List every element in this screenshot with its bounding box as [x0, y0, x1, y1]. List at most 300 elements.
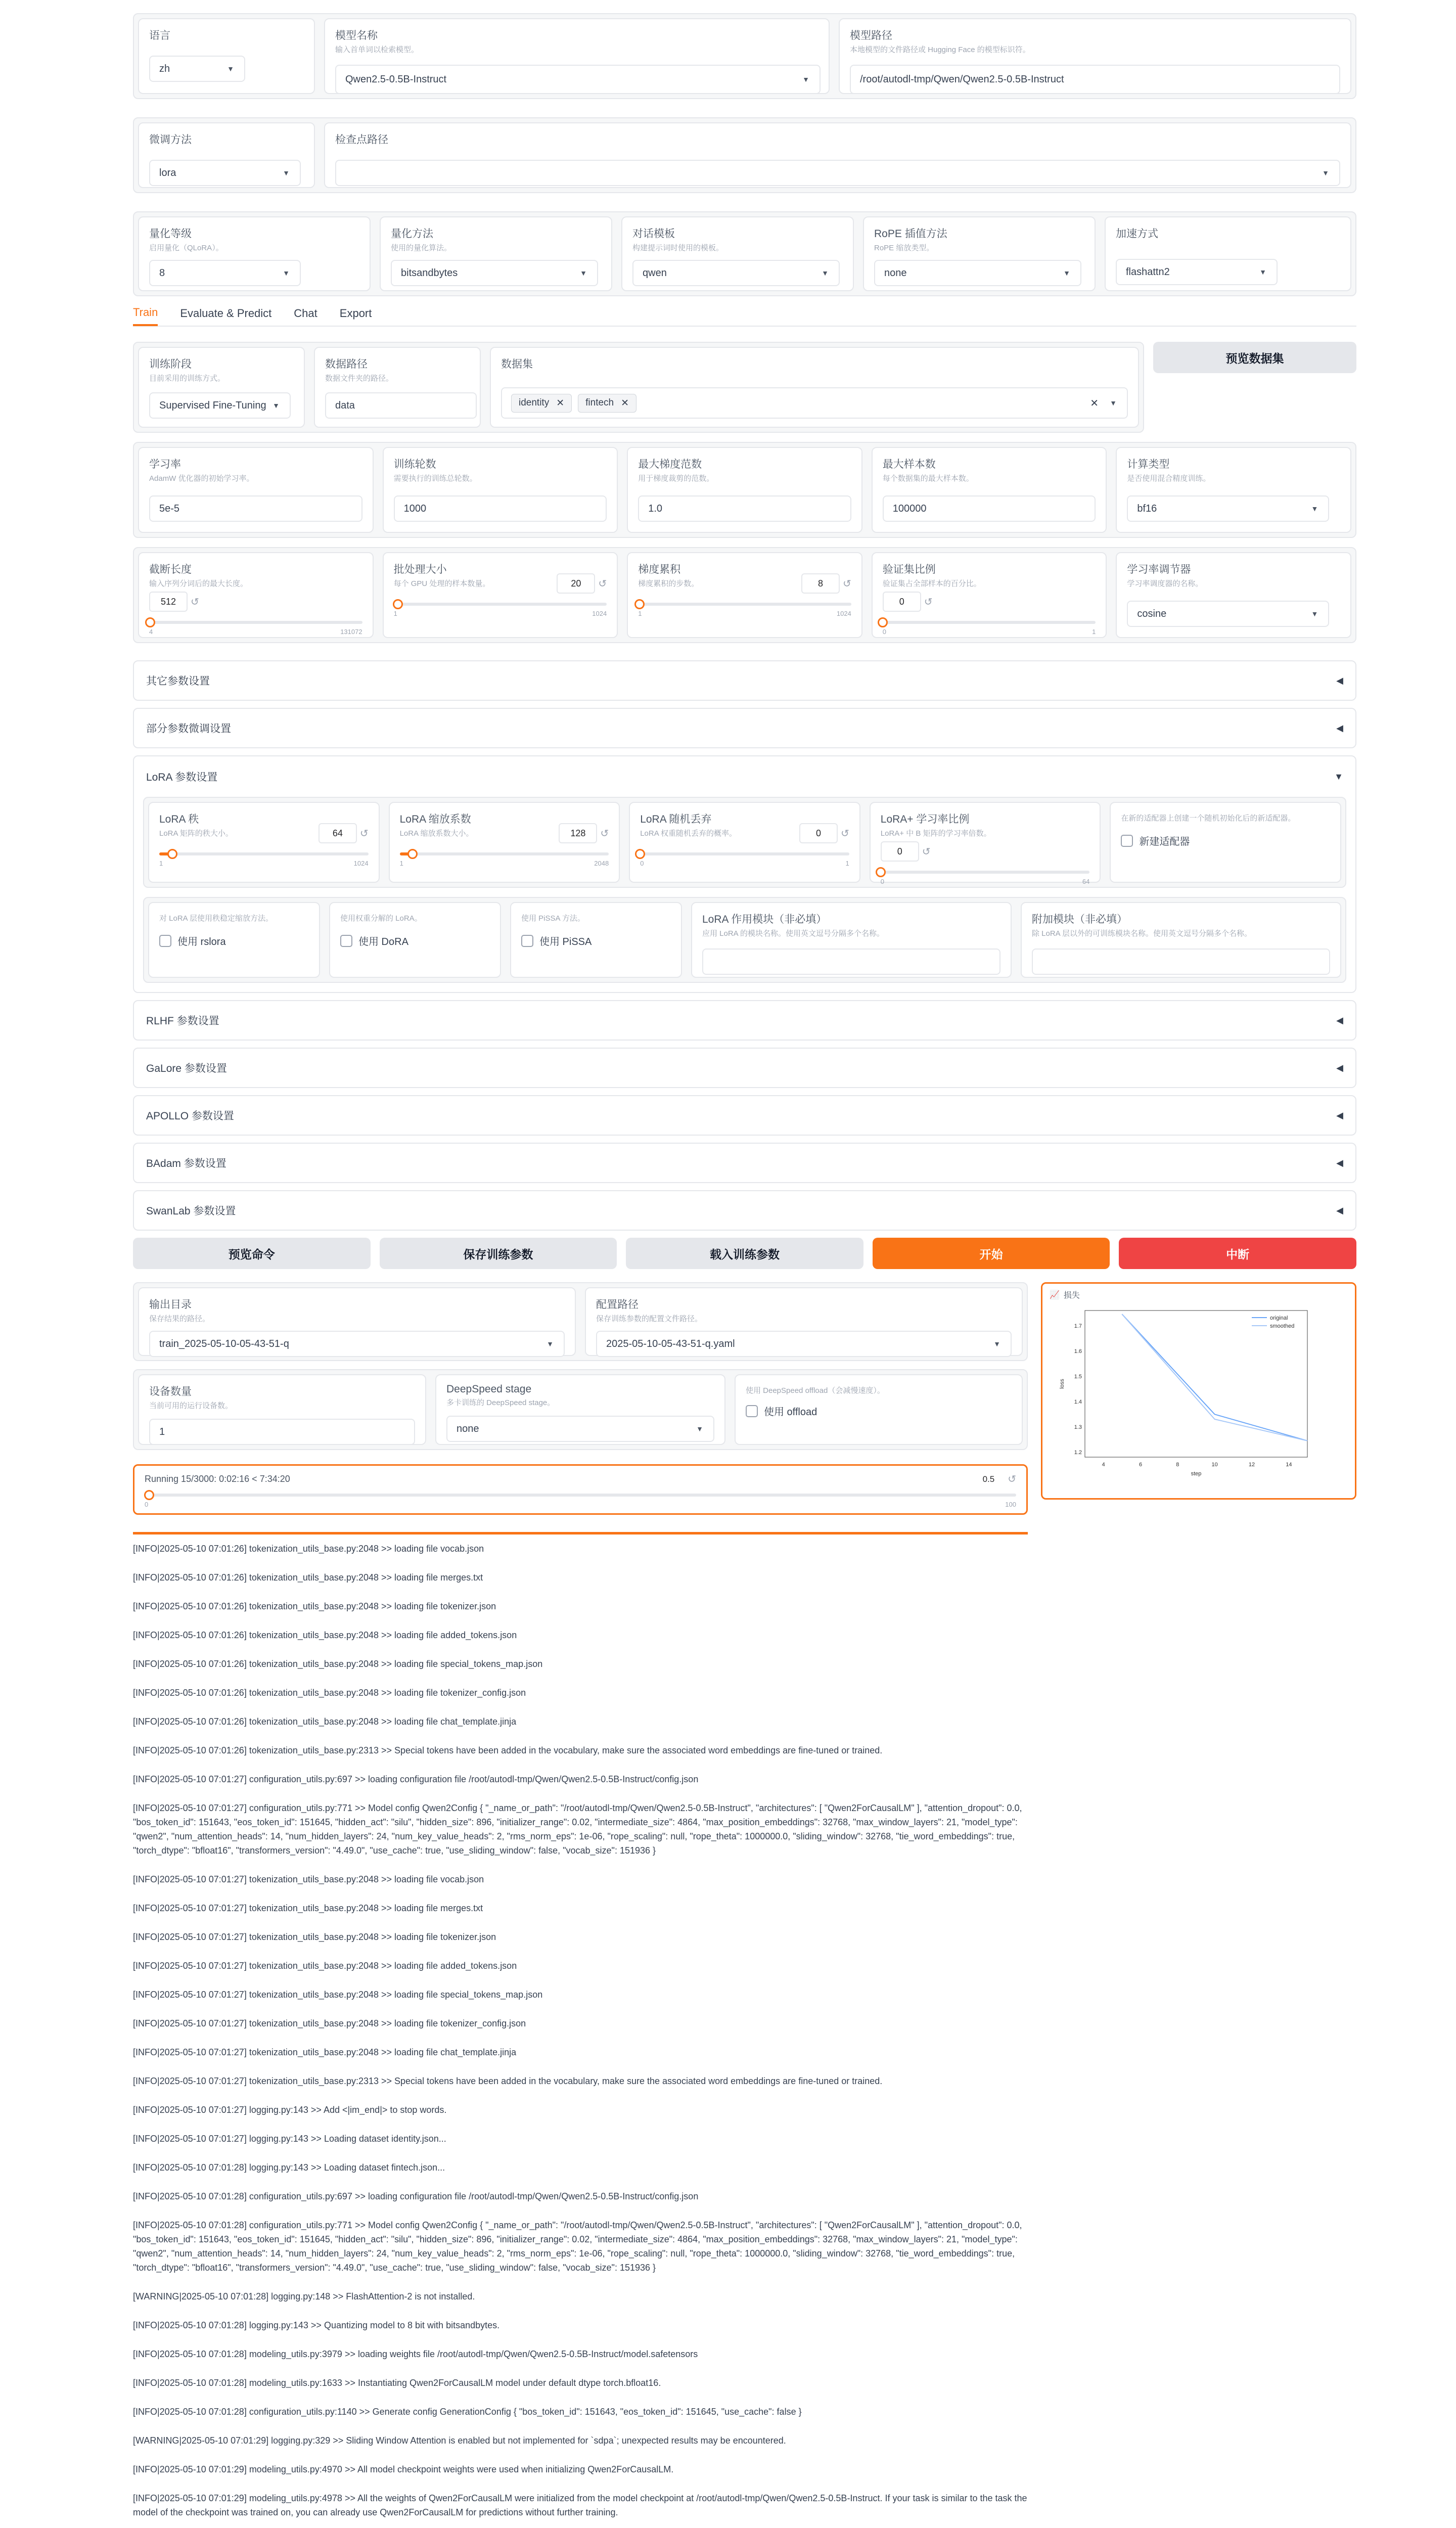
checkpoint-block — [324, 122, 1351, 188]
cutoff-min: 4 — [149, 628, 153, 636]
log-line: [INFO|2025-05-10 07:01:26] tokenization_utils_base.py:2313 >> Special tokens have been added in the vocabulary, make sure the associated word embeddings are fine-tuned or trained. — [133, 1745, 883, 1755]
lora-plus-min: 0 — [880, 878, 885, 885]
finetune-select[interactable] — [149, 160, 301, 186]
chevron-left-icon: ◀ — [1336, 1110, 1343, 1120]
lr-input[interactable] — [149, 495, 362, 522]
log-line: [INFO|2025-05-10 07:01:26] tokenization_utils_base.py:2048 >> loading file tokenizer.json — [133, 1601, 496, 1611]
series-line-smoothed — [1122, 1314, 1307, 1440]
grad-acc-number[interactable]: 8 — [801, 573, 840, 594]
lora-row-2 — [143, 897, 1346, 983]
reset-icon[interactable]: ↺ — [359, 828, 369, 839]
chevron-down-icon: ▼ — [580, 269, 587, 277]
rope-select[interactable] — [874, 260, 1081, 286]
compute-info: 是否使用混合精度训练。 — [1127, 474, 1211, 483]
max-samples-block — [872, 447, 1107, 533]
x-tick-label: 10 — [1211, 1462, 1218, 1468]
output-dirs — [133, 1282, 1028, 1361]
reset-icon[interactable]: ↺ — [843, 578, 851, 590]
y-tick-label: 1.5 — [1074, 1374, 1082, 1380]
lora-target-label: LoRA 作用模块（非必填） — [702, 914, 827, 925]
compute-value: bf16 — [1137, 503, 1157, 514]
quant-method-label: 量化方法 — [391, 228, 433, 240]
log-line: [INFO|2025-05-10 07:01:27] tokenization_utils_base.py:2048 >> loading file special_tokens_map.json — [133, 1990, 543, 2000]
log-line: [INFO|2025-05-10 07:01:26] tokenization_utils_base.py:2048 >> loading file merges.txt — [133, 1572, 483, 1583]
output-dir-value: train_2025-05-10-05-43-51-q — [159, 1338, 289, 1349]
lora-alpha-min: 1 — [399, 860, 403, 867]
lora-row-1 — [143, 797, 1346, 888]
pissa-block — [510, 902, 682, 978]
lora-target-input[interactable] — [702, 949, 1000, 975]
progress-value: 0.5 — [982, 1474, 995, 1484]
output-row — [133, 1282, 1356, 1534]
val-min: 0 — [882, 628, 887, 636]
ds-stage-select[interactable] — [446, 1416, 714, 1442]
accordion-galore[interactable] — [133, 1048, 1356, 1088]
model-name-label: 模型名称 — [335, 30, 378, 41]
checkpoint-select[interactable] — [335, 160, 1340, 186]
log-line: [INFO|2025-05-10 07:01:26] tokenization_utils_base.py:2048 >> loading file added_tokens.json — [133, 1630, 517, 1640]
lora-dropout-number[interactable]: 0 — [799, 823, 838, 843]
y-tick-label: 1.6 — [1074, 1348, 1082, 1355]
create-adapter-info: 在新的适配器上创建一个随机初始化后的新适配器。 — [1121, 814, 1296, 823]
extra-modules-info: 除 LoRA 层以外的可训练模块名称。使用英文逗号分隔多个名称。 — [1032, 929, 1252, 938]
model-path-block — [839, 18, 1351, 94]
booster-label: 加速方式 — [1116, 228, 1158, 240]
accordion-badam[interactable] — [133, 1143, 1356, 1183]
quant-bit-info: 启用量化（QLoRA）。 — [149, 244, 223, 252]
log-line: [INFO|2025-05-10 07:01:29] modeling_utils.py:4978 >> All the weights of Qwen2ForCausalLM were initialized from the model checkpoint at /root/autodl-tmp/Qwen/Qwen2.5-0.5B-Instruct. If your task is similar to the task the model of the checkpoint was trained on, you can already use Qwen2ForCausalLM for predictions without further training. — [133, 2493, 1030, 2517]
accordion-rlhf[interactable] — [133, 1000, 1356, 1041]
rslora-checkbox[interactable] — [159, 933, 226, 948]
config-path-label: 配置路径 — [596, 1299, 639, 1311]
progress-text: Running 15/3000: 0:02:16 < 7:34:20 — [145, 1474, 290, 1484]
extra-modules-block — [1021, 902, 1341, 978]
stage-info: 目前采用的训练方式。 — [149, 374, 225, 383]
reset-icon[interactable]: ↺ — [598, 578, 607, 590]
chart-icon: 📈 — [1050, 1290, 1060, 1299]
accordion-swanlab[interactable] — [133, 1190, 1356, 1231]
log-line: [INFO|2025-05-10 07:01:26] tokenization_utils_base.py:2048 >> loading file chat_template.jinja — [133, 1717, 517, 1727]
devices-value: 1 — [159, 1426, 165, 1437]
finetune-row — [133, 117, 1356, 193]
reset-icon[interactable]: ↺ — [1008, 1474, 1016, 1485]
lora-plus-block — [870, 802, 1101, 883]
grad-norm-input[interactable] — [638, 495, 851, 522]
rslora-info: 对 LoRA 层使用秩稳定缩放方法。 — [159, 914, 274, 923]
chevron-down-icon: ▼ — [802, 75, 809, 83]
lang-select[interactable] — [149, 56, 245, 82]
batch-block — [383, 552, 618, 638]
epochs-value: 1000 — [403, 503, 427, 514]
lr-block — [138, 447, 374, 533]
progress-max: 100 — [1005, 1501, 1016, 1508]
log-line: [INFO|2025-05-10 07:01:27] tokenization_utils_base.py:2313 >> Special tokens have been added in the vocabulary, make sure the associated word embeddings are fine-tuned or trained. — [133, 2076, 883, 2086]
config-path-info: 保存训练参数的配置文件路径。 — [596, 1315, 703, 1323]
rope-block — [863, 216, 1096, 291]
slider-row — [133, 547, 1356, 643]
x-tick-label: 12 — [1248, 1462, 1255, 1468]
batch-slider[interactable] — [394, 603, 607, 606]
reset-icon[interactable]: ↺ — [841, 828, 849, 839]
tab-export[interactable]: Export — [339, 307, 372, 320]
sched-select[interactable] — [1127, 601, 1329, 627]
dataset-dir-label: 数据路径 — [325, 358, 368, 370]
compute-label: 计算类型 — [1127, 459, 1170, 470]
chevron-down-icon: ▼ — [1063, 269, 1070, 277]
chevron-down-icon: ▼ — [272, 401, 280, 410]
lora-plus-max: 64 — [1082, 878, 1090, 885]
lora-target-info: 应用 LoRA 的模块名称。使用英文逗号分隔多个名称。 — [702, 929, 885, 938]
dataset-dir-value: data — [335, 399, 355, 411]
rslora-label: 使用 rslora — [177, 936, 226, 947]
pissa-info: 使用 PiSSA 方法。 — [521, 914, 585, 923]
dora-label: 使用 DoRA — [358, 936, 408, 947]
log-line: [INFO|2025-05-10 07:01:28] configuration_utils.py:1140 >> Generate config GenerationConfig { "bos_token_id": 151643, "eos_token_id": 151645, "use_cache": false } — [133, 2407, 802, 2417]
log-line: [INFO|2025-05-10 07:01:27] tokenization_utils_base.py:2048 >> loading file vocab.json — [133, 1874, 484, 1884]
model-path-input[interactable] — [850, 65, 1340, 94]
log-output — [133, 1542, 1028, 2528]
lora-plus-label: LoRA+ 学习率比例 — [880, 814, 970, 825]
config-path-value: 2025-05-10-05-43-51-q.yaml — [606, 1338, 735, 1349]
cutoff-slider[interactable] — [149, 621, 362, 624]
dataset-tag — [578, 394, 636, 413]
y-tick-label: 1.2 — [1074, 1450, 1082, 1456]
log-line: [INFO|2025-05-10 07:01:27] tokenization_utils_base.py:2048 >> loading file added_tokens.json — [133, 1961, 517, 1971]
checkbox-icon — [746, 1405, 758, 1417]
config-path-block — [585, 1287, 1023, 1356]
load-args-button[interactable]: 载入训练参数 — [626, 1238, 863, 1269]
hyper-row — [133, 442, 1356, 538]
grad-acc-min: 1 — [638, 610, 642, 617]
max-samples-input[interactable] — [883, 495, 1096, 522]
devices-info: 当前可用的运行设备数。 — [149, 1402, 233, 1410]
chevron-down-icon: ▼ — [283, 169, 290, 177]
chevron-down-icon: ▼ — [993, 1340, 1000, 1348]
dora-checkbox[interactable] — [340, 933, 408, 948]
log-line: [INFO|2025-05-10 07:01:27] logging.py:143 >> Add <|im_end|> to stop words. — [133, 2105, 447, 2115]
model-name-info: 输入首单词以检索模型。 — [335, 46, 419, 54]
stage-value: Supervised Fine-Tuning — [159, 399, 266, 411]
save-args-button[interactable]: 保存训练参数 — [380, 1238, 617, 1269]
accordion-apollo-label: APOLLO 参数设置 — [146, 1110, 234, 1122]
chevron-left-icon: ◀ — [1336, 1062, 1343, 1073]
reset-icon[interactable]: ↺ — [600, 828, 609, 839]
accordion-freeze-label: 部分参数微调设置 — [146, 723, 231, 735]
tab-chat[interactable]: Chat — [294, 307, 317, 320]
device-row — [133, 1369, 1028, 1450]
grad-acc-max: 1024 — [836, 610, 851, 617]
log-line: [INFO|2025-05-10 07:01:27] logging.py:143 >> Loading dataset identity.json... — [133, 2134, 446, 2144]
reset-icon[interactable]: ↺ — [922, 846, 931, 857]
chevron-down-icon: ▼ — [547, 1340, 554, 1348]
chevron-down-icon: ▼ — [696, 1425, 703, 1433]
output-dir-select[interactable] — [149, 1331, 565, 1357]
accordion-rlhf-label: RLHF 参数设置 — [146, 1015, 219, 1027]
finetune-block — [138, 122, 315, 188]
log-line: [INFO|2025-05-10 07:01:28] modeling_utils.py:1633 >> Instantiating Qwen2ForCausalLM model under default dtype torch.bfloat16. — [133, 2378, 661, 2388]
log-line: [INFO|2025-05-10 07:01:28] configuration_utils.py:771 >> Model config Qwen2Config { "_name_or_path": "/root/autodl-tmp/Qwen/Qwen2.5-0.5B-Instruct", "architectures": [ "Qwen2ForCausalLM" ], "attention_dropout": 0.0, "bos_token_id": 151643, "eos_token_id": 151645, "hidden_act": "silu", "hidden_size": 896, "initializer_range": 0.02, "intermediate_size": 4864, "max_position_embeddings": 32768, "max_window_layers": 21, "model_type": "qwen2", "num_attention_heads": 14, "num_hidden_layers": 24, "num_key_value_heads": 2, "rms_norm_eps": 1e-06, "rope_scaling": null, "rope_theta": 1000000.0, "sliding_window": 32768, "tie_word_embeddings": true, "torch_dtype": "bfloat16", "transformers_version": "4.49.0", "use_cache": true, "use_sliding_window": false, "vocab_size": 151936 } — [133, 2220, 1025, 2273]
y-tick-label: 1.3 — [1074, 1424, 1082, 1430]
chevron-down-icon: ▼ — [1311, 505, 1318, 513]
grad-norm-value: 1.0 — [648, 503, 662, 514]
x-axis-label: step — [1191, 1471, 1202, 1477]
reset-icon[interactable]: ↺ — [191, 596, 199, 608]
log-line: [INFO|2025-05-10 07:01:26] tokenization_utils_base.py:2048 >> loading file tokenizer_config.json — [133, 1688, 526, 1698]
grad-acc-block — [627, 552, 862, 638]
dataset-multiselect[interactable] — [501, 387, 1128, 419]
sched-value: cosine — [1137, 608, 1167, 619]
lora-alpha-max: 2048 — [594, 860, 609, 867]
lang-block — [138, 18, 315, 94]
lora-rank-max: 1024 — [353, 860, 369, 867]
lora-dropout-info: LoRA 权重随机丢弃的概率。 — [640, 829, 737, 838]
lora-rank-number[interactable]: 64 — [318, 823, 357, 843]
grad-norm-block — [627, 447, 862, 533]
progress-slider — [145, 1494, 1016, 1497]
lr-label: 学习率 — [149, 459, 181, 470]
preview-dataset-wrap — [1153, 342, 1356, 433]
model-name-select[interactable] — [335, 65, 821, 94]
preview-command-button[interactable]: 预览命令 — [133, 1238, 371, 1269]
close-icon[interactable]: ✕ — [621, 397, 629, 409]
lora-dropout-max: 1 — [845, 860, 849, 867]
progress-box — [133, 1464, 1028, 1515]
lora-dropout-slider[interactable] — [640, 852, 849, 855]
lora-rank-label: LoRA 秩 — [159, 814, 199, 825]
batch-max: 1024 — [592, 610, 607, 617]
accordion-other[interactable] — [133, 660, 1356, 701]
extra-modules-label: 附加模块（非必填） — [1032, 914, 1127, 925]
lora-alpha-slider[interactable] — [400, 852, 609, 855]
rslora-block — [148, 902, 320, 978]
batch-number[interactable]: 20 — [557, 573, 595, 594]
chevron-down-icon: ▼ — [822, 269, 829, 277]
accordion-badam-label: BAdam 参数设置 — [146, 1158, 226, 1169]
booster-block — [1105, 216, 1351, 291]
batch-min: 1 — [393, 610, 397, 617]
finetune-label: 微调方法 — [149, 134, 192, 146]
lora-alpha-info: LoRA 缩放系数大小。 — [399, 829, 474, 838]
epochs-input[interactable] — [394, 495, 607, 522]
lang-label: 语言 — [149, 30, 170, 41]
log-line: [INFO|2025-05-10 07:01:28] configuration_utils.py:697 >> loading configuration file /root/autodl-tmp/Qwen/Qwen2.5-0.5B-Instruct/config.json — [133, 2191, 699, 2201]
lora-target-block — [691, 902, 1012, 978]
lora-rank-min: 1 — [159, 860, 163, 867]
log-line: [INFO|2025-05-10 07:01:27] tokenization_utils_base.py:2048 >> loading file chat_template.jinja — [133, 2047, 517, 2057]
output-dir-block — [138, 1287, 576, 1356]
chevron-down-icon: ▼ — [1110, 399, 1117, 407]
plot-frame — [1085, 1311, 1307, 1457]
booster-select[interactable] — [1116, 259, 1278, 285]
config-path-select[interactable] — [596, 1331, 1012, 1357]
epochs-info: 需要执行的训练总轮数。 — [393, 474, 477, 483]
quant-method-info: 使用的量化算法。 — [391, 244, 452, 252]
log-line: [INFO|2025-05-10 07:01:26] tokenization_utils_base.py:2048 >> loading file special_tokens_map.json — [133, 1659, 543, 1669]
accordion-apollo[interactable] — [133, 1095, 1356, 1136]
template-block — [621, 216, 854, 291]
start-button[interactable]: 开始 — [873, 1238, 1110, 1269]
checkpoint-label: 检查点路径 — [335, 134, 388, 146]
model-name-value: Qwen2.5-0.5B-Instruct — [345, 73, 447, 85]
lora-rank-block — [148, 802, 380, 883]
model-path-label: 模型路径 — [850, 30, 892, 41]
stage-block — [138, 347, 305, 428]
val-label: 验证集比例 — [882, 564, 936, 575]
finetune-value: lora — [159, 167, 176, 178]
output-dir-label: 输出目录 — [149, 1299, 192, 1311]
log-line: [INFO|2025-05-10 07:01:27] tokenization_utils_base.py:2048 >> loading file merges.txt — [133, 1903, 483, 1913]
log-line: [INFO|2025-05-10 07:01:28] logging.py:143 >> Quantizing model to 8 bit with bitsandbytes. — [133, 2320, 500, 2330]
devices-input[interactable] — [149, 1419, 415, 1445]
ds-offload-checkbox[interactable] — [746, 1404, 817, 1418]
dataset-dir-input[interactable] — [325, 392, 477, 419]
create-adapter-block — [1110, 802, 1341, 883]
log-line: [INFO|2025-05-10 07:01:27] configuration_utils.py:771 >> Model config Qwen2Config { "_name_or_path": "/root/autodl-tmp/Qwen/Qwen2.5-0.5B-Instruct", "architectures": [ "Qwen2ForCausalLM" ], "attention_dropout": 0.0, "bos_token_id": 151643, "eos_token_id": 151645, "hidden_act": "silu", "hidden_size": 896, "initializer_range": 0.02, "intermediate_size": 4864, "max_position_embeddings": 32768, "max_window_layers": 21, "model_type": "qwen2", "num_attention_heads": 14, "num_hidden_layers": 24, "num_key_value_heads": 2, "rms_norm_eps": 1e-06, "rope_scaling": null, "rope_theta": 1000000.0, "sliding_window": 32768, "tie_word_embeddings": true, "torch_dtype": "bfloat16", "transformers_version": "4.49.0", "use_cache": true, "use_sliding_window": false, "vocab_size": 151936 } — [133, 1803, 1025, 1856]
lora-alpha-block — [389, 802, 620, 883]
chevron-left-icon: ◀ — [1336, 675, 1343, 686]
ds-offload-info: 使用 DeepSpeed offload（会减慢速度）。 — [746, 1386, 885, 1395]
stage-select[interactable] — [149, 392, 291, 419]
val-slider[interactable] — [883, 621, 1096, 624]
sched-label: 学习率调节器 — [1127, 564, 1191, 575]
log-line: [WARNING|2025-05-10 07:01:28] logging.py:148 >> FlashAttention-2 is not installed. — [133, 2291, 475, 2301]
quant-row — [133, 211, 1356, 296]
dataset-dir-info: 数据文件夹的路径。 — [325, 374, 394, 383]
log-line: [INFO|2025-05-10 07:01:29] modeling_utils.py:4970 >> All model checkpoint weights were used when initializing Qwen2ForCausalLM. — [133, 2464, 674, 2474]
clear-icon[interactable]: ✕ — [1090, 397, 1099, 409]
dataset-dir-block — [314, 347, 481, 428]
quant-bit-label: 量化等级 — [149, 228, 192, 240]
preview-dataset-button[interactable]: 预览数据集 — [1153, 342, 1356, 373]
chevron-left-icon: ◀ — [1336, 1015, 1343, 1025]
rope-label: RoPE 插值方法 — [874, 228, 947, 240]
lora-panel — [133, 755, 1356, 993]
template-select[interactable] — [632, 260, 840, 286]
lora-dropout-min: 0 — [640, 860, 644, 867]
epochs-block — [383, 447, 618, 533]
x-tick-label: 8 — [1176, 1462, 1179, 1468]
sched-block — [1116, 552, 1351, 638]
template-info: 构建提示词时使用的模板。 — [632, 244, 724, 252]
cutoff-number[interactable]: 512 — [149, 592, 188, 612]
chevron-left-icon: ◀ — [1336, 723, 1343, 733]
lora-plus-info: LoRA+ 中 B 矩阵的学习率倍数。 — [880, 829, 991, 838]
lora-alpha-number[interactable]: 128 — [559, 823, 597, 843]
ds-stage-label: DeepSpeed stage — [446, 1383, 532, 1395]
sched-info: 学习率调度器的名称。 — [1127, 579, 1203, 588]
chevron-down-icon: ▼ — [1334, 771, 1343, 782]
tab-evaluate[interactable]: Evaluate & Predict — [180, 307, 272, 320]
action-buttons — [133, 1238, 1356, 1269]
create-adapter-checkbox[interactable] — [1121, 833, 1190, 848]
y-tick-label: 1.7 — [1074, 1323, 1082, 1329]
quant-bit-select[interactable] — [149, 260, 301, 286]
grad-acc-label: 梯度累积 — [638, 564, 681, 575]
quant-bit-block — [138, 216, 371, 291]
accordion-freeze[interactable] — [133, 708, 1356, 748]
cutoff-label: 截断长度 — [149, 564, 192, 575]
accordion-lora[interactable] — [134, 756, 1355, 797]
output-col — [133, 1282, 1028, 1534]
val-block — [872, 552, 1107, 638]
legend-label: original — [1270, 1315, 1288, 1321]
checkbox-icon — [340, 935, 352, 947]
tab-train[interactable]: Train — [133, 301, 158, 326]
chevron-down-icon: ▼ — [283, 269, 290, 277]
batch-info: 每个 GPU 处理的样本数量。 — [393, 579, 490, 588]
compute-select[interactable] — [1127, 495, 1329, 522]
booster-value: flashattn2 — [1126, 266, 1170, 278]
devices-block — [138, 1374, 426, 1445]
model-path-info: 本地模型的文件路径或 Hugging Face 的模型标识符。 — [850, 46, 1030, 54]
lora-rank-info: LoRA 矩阵的秩大小。 — [159, 829, 233, 838]
lora-rank-slider[interactable] — [159, 852, 369, 855]
log-line: [INFO|2025-05-10 07:01:28] logging.py:143 >> Loading dataset fintech.json... — [133, 2162, 445, 2173]
log-line: [WARNING|2025-05-10 07:01:29] logging.py:329 >> Sliding Window Attention is enabled but not implemented for `sdpa`; unexpected results may be encountered. — [133, 2435, 786, 2446]
pissa-label: 使用 PiSSA — [539, 936, 592, 947]
checkbox-icon — [1121, 835, 1133, 847]
quant-bit-value: 8 — [159, 267, 165, 279]
grad-acc-slider[interactable] — [638, 603, 851, 606]
extra-modules-input[interactable] — [1032, 949, 1330, 975]
dataset-label: 数据集 — [501, 358, 533, 370]
log-line: [INFO|2025-05-10 07:01:26] tokenization_utils_base.py:2048 >> loading file vocab.json — [133, 1544, 484, 1554]
ds-offload-label: 使用 offload — [764, 1407, 817, 1418]
accordion-swanlab-label: SwanLab 参数设置 — [146, 1205, 236, 1217]
accordion-galore-label: GaLore 参数设置 — [146, 1063, 227, 1074]
loss-chart-panel — [1041, 1282, 1356, 1500]
val-info: 验证集占全部样本的百分比。 — [882, 579, 981, 588]
lora-plus-number[interactable]: 0 — [881, 841, 919, 862]
dora-block — [329, 902, 501, 978]
max-samples-label: 最大样本数 — [882, 459, 936, 470]
stage-label: 训练阶段 — [149, 358, 192, 370]
chevron-down-icon: ▼ — [1311, 610, 1318, 618]
stop-button[interactable]: 中断 — [1119, 1238, 1356, 1269]
lr-info: AdamW 优化器的初始学习率。 — [149, 474, 254, 483]
grad-norm-label: 最大梯度范数 — [638, 459, 702, 470]
y-axis-label: loss — [1059, 1379, 1065, 1389]
pissa-checkbox[interactable] — [521, 933, 592, 948]
dataset-tag — [511, 394, 572, 413]
quant-method-select[interactable] — [391, 260, 598, 286]
lang-value: zh — [159, 63, 170, 74]
stage-panel — [133, 342, 1144, 433]
chevron-down-icon: ▼ — [227, 65, 234, 73]
rope-value: none — [884, 267, 907, 279]
cutoff-info: 输入序列分词后的最大长度。 — [149, 579, 248, 588]
close-icon[interactable]: ✕ — [556, 397, 565, 409]
val-number[interactable]: 0 — [883, 592, 921, 612]
accordion-lora-label: LoRA 参数设置 — [146, 772, 218, 783]
ds-offload-block — [735, 1374, 1023, 1445]
epochs-label: 训练轮数 — [393, 459, 436, 470]
quant-method-value: bitsandbytes — [401, 267, 458, 279]
val-max: 1 — [1092, 628, 1096, 636]
x-tick-label: 4 — [1102, 1462, 1105, 1468]
lora-alpha-label: LoRA 缩放系数 — [399, 814, 471, 825]
grad-norm-info: 用于梯度裁剪的范数。 — [638, 474, 714, 483]
log-line: [INFO|2025-05-10 07:01:27] tokenization_utils_base.py:2048 >> loading file tokenizer_config.json — [133, 2018, 526, 2028]
grad-acc-info: 梯度累积的步数。 — [638, 579, 699, 588]
quant-method-block — [380, 216, 612, 291]
chevron-down-icon: ▼ — [1259, 268, 1266, 276]
y-tick-label: 1.4 — [1074, 1399, 1082, 1405]
model-name-block — [324, 18, 830, 94]
lora-plus-slider[interactable] — [881, 871, 1090, 874]
devices-label: 设备数量 — [149, 1386, 192, 1397]
reset-icon[interactable]: ↺ — [924, 596, 933, 608]
